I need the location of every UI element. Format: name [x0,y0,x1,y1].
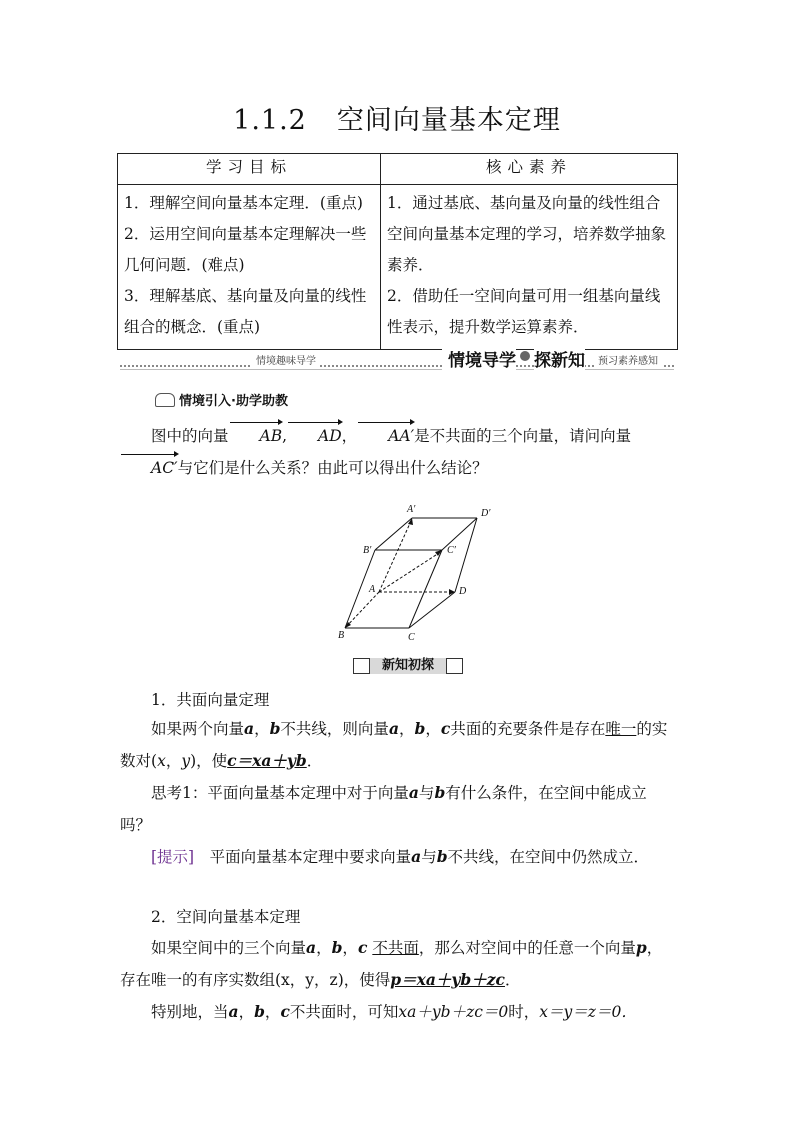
theorem2-formula: p＝xa＋yb＋zc [390,970,505,989]
page-title [0,98,794,137]
hint-label: [提示] [151,848,195,866]
hint-answer: [提示] 平面向量基本定理中要求向量a与b不共线，在空间中仍然成立． [151,847,650,866]
intro-subheading: 情境引入·助学助教 [155,390,288,409]
think-question: 思考1：平面向量基本定理中对于向量a与b有什么条件，在空间中能成立吗？ [120,783,647,834]
learning-goals-cell [118,185,381,350]
header-learning-goals: 学习目标 [118,154,381,185]
banner-dotted-line [120,365,674,367]
goals-table [117,153,678,350]
vector-ad: AD [287,420,342,452]
section-banner [120,346,674,372]
banner-main-2: 探新知 [534,346,585,371]
section1-heading: 1．共面向量定理 [151,691,270,709]
vector-ab: AB [229,420,283,452]
edge-cd [409,592,455,628]
goal-item: 2．运用空间向量基本定理解决一些几何问题．(难点) [124,225,367,274]
intro-question: 图中的向量 AB, AD， AA′是不共面的三个向量，请问向量AC′与它们是什么关系？由此可以得出什么结论？ [120,420,676,484]
label-b: B [338,630,345,641]
section1-theorem: 如果两个向量a，b不共线，则向量a，b，c共面的充要条件是存在唯一的实数对(x，y)，使c＝xa＋yb． [120,719,668,770]
book-icon [155,393,175,407]
banner-left-small: 情境趣味导学 [252,352,320,367]
label-d: D [459,586,467,597]
edge-dd1 [455,518,477,592]
label-c: C [408,632,415,643]
literacy-item: 2．借助任一空间向量可用一组基向量线性表示，提升数学运算素养． [387,287,661,336]
theorem-formula: c＝xa＋yb [227,751,307,770]
label-d1: D′ [481,508,491,519]
parallelepiped-figure [327,500,497,645]
banner-arrow-icon [520,351,530,361]
header-core-literacy: 核心素养 [381,154,678,185]
label-a: A [369,584,376,595]
new-knowledge-tag: 新知初探 [353,658,463,674]
banner-main-1: 情境导学 [442,346,516,371]
literacy-item: 1．通过基底、基向量及向量的线性组合空间向量基本定理的学习，培养数学抽象素养． [387,194,667,274]
label-a1: A′ [407,504,416,515]
section-title: 空间向量基本定理 [336,105,561,136]
goal-item: 1．理解空间向量基本定理．(重点) [124,194,363,212]
section2-heading: 2．空间向量基本定理 [151,908,301,926]
vector-aa1: AA′ [357,420,414,452]
section2-special-case: 特别地，当a，b，c不共面时，可知xa＋yb＋zc＝0时，x＝y＝z＝0． [151,1002,637,1021]
section2-theorem: 如果空间中的三个向量a，b，c 不共面，那么对空间中的任意一个向量p，存在唯一的有序实数组(x，y，z)，使得p＝xa＋yb＋zc． [120,938,663,989]
goal-item: 3．理解基底、基向量及向量的线性组合的概念．(重点) [124,287,367,336]
section-number: 1.1.2 [233,105,307,136]
banner-line [120,369,674,370]
dashed-aa1 [379,521,411,592]
core-literacy-cell [381,185,678,350]
edge-b1a1 [375,518,412,550]
banner-right-small: 预习素养感知 [594,352,662,367]
vector-ac1: AC′ [120,452,178,484]
label-c1: C′ [447,545,456,556]
label-b1: B′ [363,545,372,556]
dashed-ab [345,592,379,628]
